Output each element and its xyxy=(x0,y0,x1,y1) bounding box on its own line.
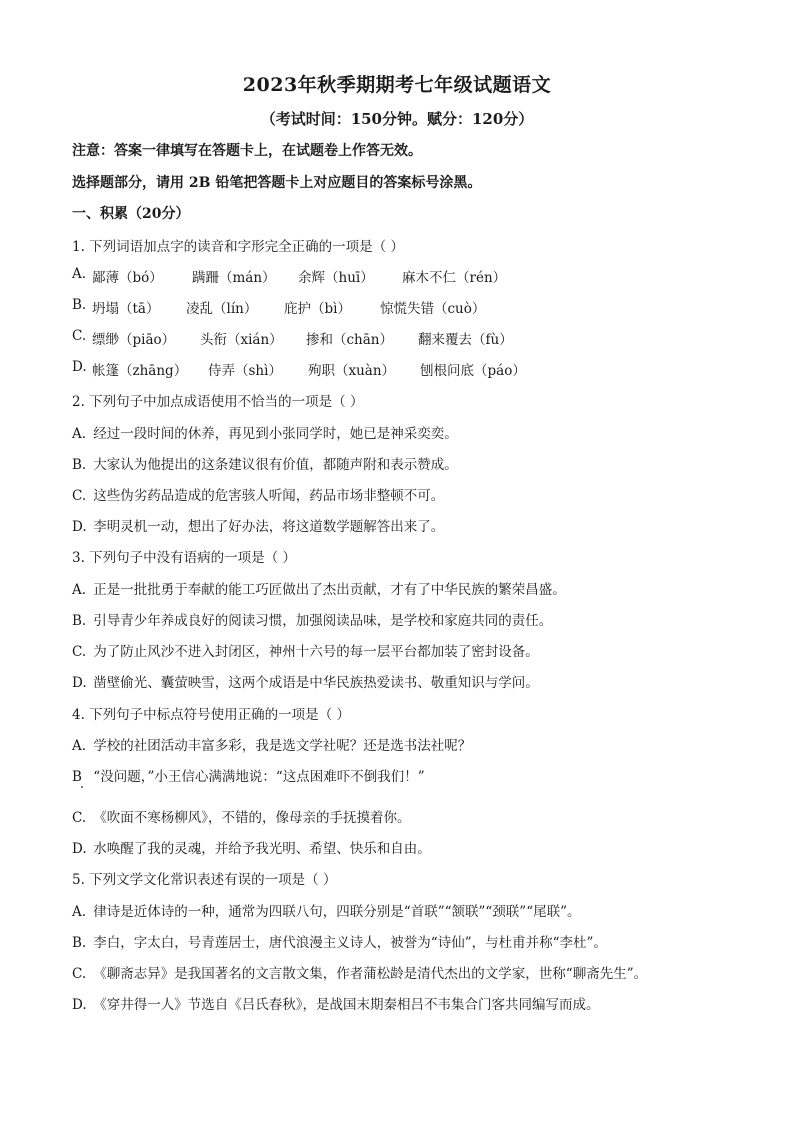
note-answer-sheet: 注意：答案一律填写在答题卡上，在试题卷上作答无效。 xyxy=(72,143,422,159)
q1-c-word-1: 缥缈（piāo） xyxy=(92,332,176,348)
q4-option-d: D. 水唤醒了我的灵魂，并给予我光明、希望、快乐和自由。 xyxy=(72,841,431,857)
note-pencil: 选择题部分，请用 2B 铅笔把答题卡上对应题目的答案标号涂黑。 xyxy=(72,175,482,191)
q1-a-word-2: 蹒跚（mán） xyxy=(192,270,276,286)
q4-option-b: B “没问题，”小王信心满满地说：“这点困难吓不倒我们！” xyxy=(72,769,425,785)
q1-a-word-1: 鄙薄（bó） xyxy=(92,270,163,286)
q1-b-word-4: 惊慌失错（cuò） xyxy=(380,301,486,317)
section-heading: 一、积累（20分） xyxy=(72,206,190,222)
stray-dot xyxy=(81,786,83,788)
q2-option-b: B. 大家认为他提出的这条建议很有价值，都随声附和表示赞成。 xyxy=(72,457,458,473)
q5-option-b: B. 李白，字太白，号青莲居士，唐代浪漫主义诗人，被誉为“诗仙”，与杜甫并称“李杜”。 xyxy=(72,935,607,951)
q3-option-b: B. 引导青少年养成良好的阅读习惯，加强阅读品味，是学校和家庭共同的责任。 xyxy=(72,613,553,629)
q1-d-word-2: 侍弄（shì） xyxy=(208,363,282,379)
q1-a-word-3: 余辉（huī） xyxy=(298,270,374,286)
q1-b-word-3: 庇护（bì） xyxy=(284,301,351,317)
q4-option-c: C. 《吹面不寒杨柳风》，不错的，像母亲的手抚摸着你。 xyxy=(72,810,411,826)
q2-option-d: D. 李明灵机一动，想出了好办法，将这道数学题解答出来了。 xyxy=(72,519,445,535)
q1-option-b: B. 坍塌（tā） 凌乱（lín） 庇护（bì） 惊慌失错（cuò） xyxy=(72,297,486,317)
q1-b-word-1: 坍塌（tā） xyxy=(92,301,160,317)
question-3-stem: 3. 下列句子中没有语病的一项是（ ） xyxy=(72,550,296,566)
q1-b-word-2: 凌乱（lín） xyxy=(186,301,258,317)
q3-option-a: A. 正是一批批勇于奉献的能工巧匠做出了杰出贡献，才有了中华民族的繁荣昌盛。 xyxy=(72,582,566,598)
question-1-stem: 1. 下列词语加点字的读音和字形完全正确的一项是（ ） xyxy=(72,239,404,255)
question-2-stem: 2. 下列句子中加点成语使用不恰当的一项是（ ） xyxy=(72,394,364,410)
q1-c-word-4: 翻来覆去（fù） xyxy=(418,332,513,348)
q1-option-a: A. 鄙薄（bó） 蹒跚（mán） 余辉（huī） 麻木不仁（rén） xyxy=(72,266,507,286)
q5-option-c: C. 《聊斋志异》是我国著名的文言散文集，作者蒲松龄是清代杰出的文学家，世称“聊斋先生”。 xyxy=(72,966,648,982)
question-4-stem: 4. 下列句子中标点符号使用正确的一项是（ ） xyxy=(72,707,350,723)
question-5-stem: 5. 下列文学文化常识表述有误的一项是（ ） xyxy=(72,872,337,888)
q1-c-word-3: 掺和（chān） xyxy=(306,332,393,348)
q1-c-word-2: 头衔（xián） xyxy=(200,332,283,348)
q2-option-c: C. 这些伪劣药品造成的危害骇人听闻，药品市场非整顿不可。 xyxy=(72,488,445,504)
q3-option-c: C. 为了防止风沙不进入封闭区，神州十六号的每一层平台都加装了密封设备。 xyxy=(72,644,539,660)
q1-d-word-3: 殉职（xuàn） xyxy=(308,363,396,379)
q5-option-d: D. 《穿井得一人》节选自《吕氏春秋》，是战国末期秦相吕不韦集合门客共同编写而成。 xyxy=(72,997,600,1013)
q1-d-word-1: 帐篷（zhāng） xyxy=(92,363,188,379)
q1-option-c: C. 缥缈（piāo） 头衔（xián） 掺和（chān） 翻来覆去（fù） xyxy=(72,328,513,348)
q1-a-word-4: 麻木不仁（rén） xyxy=(402,270,507,286)
q4-option-a: A. 学校的社团活动丰富多彩，我是选文学社呢？还是选书法社呢？ xyxy=(72,738,472,754)
q5-option-a: A. 律诗是近体诗的一种，通常为四联八句，四联分别是“首联”“颔联”“颈联”“尾联”。 xyxy=(72,904,581,920)
exam-title: 2023年秋季期期考七年级试题语文 xyxy=(242,74,552,96)
q1-d-word-4: 刨根问底（páo） xyxy=(420,363,526,379)
exam-subtitle: （考试时间：150分钟。赋分：120分） xyxy=(260,110,534,128)
q3-option-d: D. 凿壁偷光、囊萤映雪，这两个成语是中华民族热爱读书、敬重知识与学问。 xyxy=(72,675,539,691)
q2-option-a: A. 经过一段时间的休养，再见到小张同学时，她已是神采奕奕。 xyxy=(72,426,458,442)
q1-option-d: D. 帐篷（zhāng） 侍弄（shì） 殉职（xuàn） 刨根问底（páo） xyxy=(72,359,526,379)
